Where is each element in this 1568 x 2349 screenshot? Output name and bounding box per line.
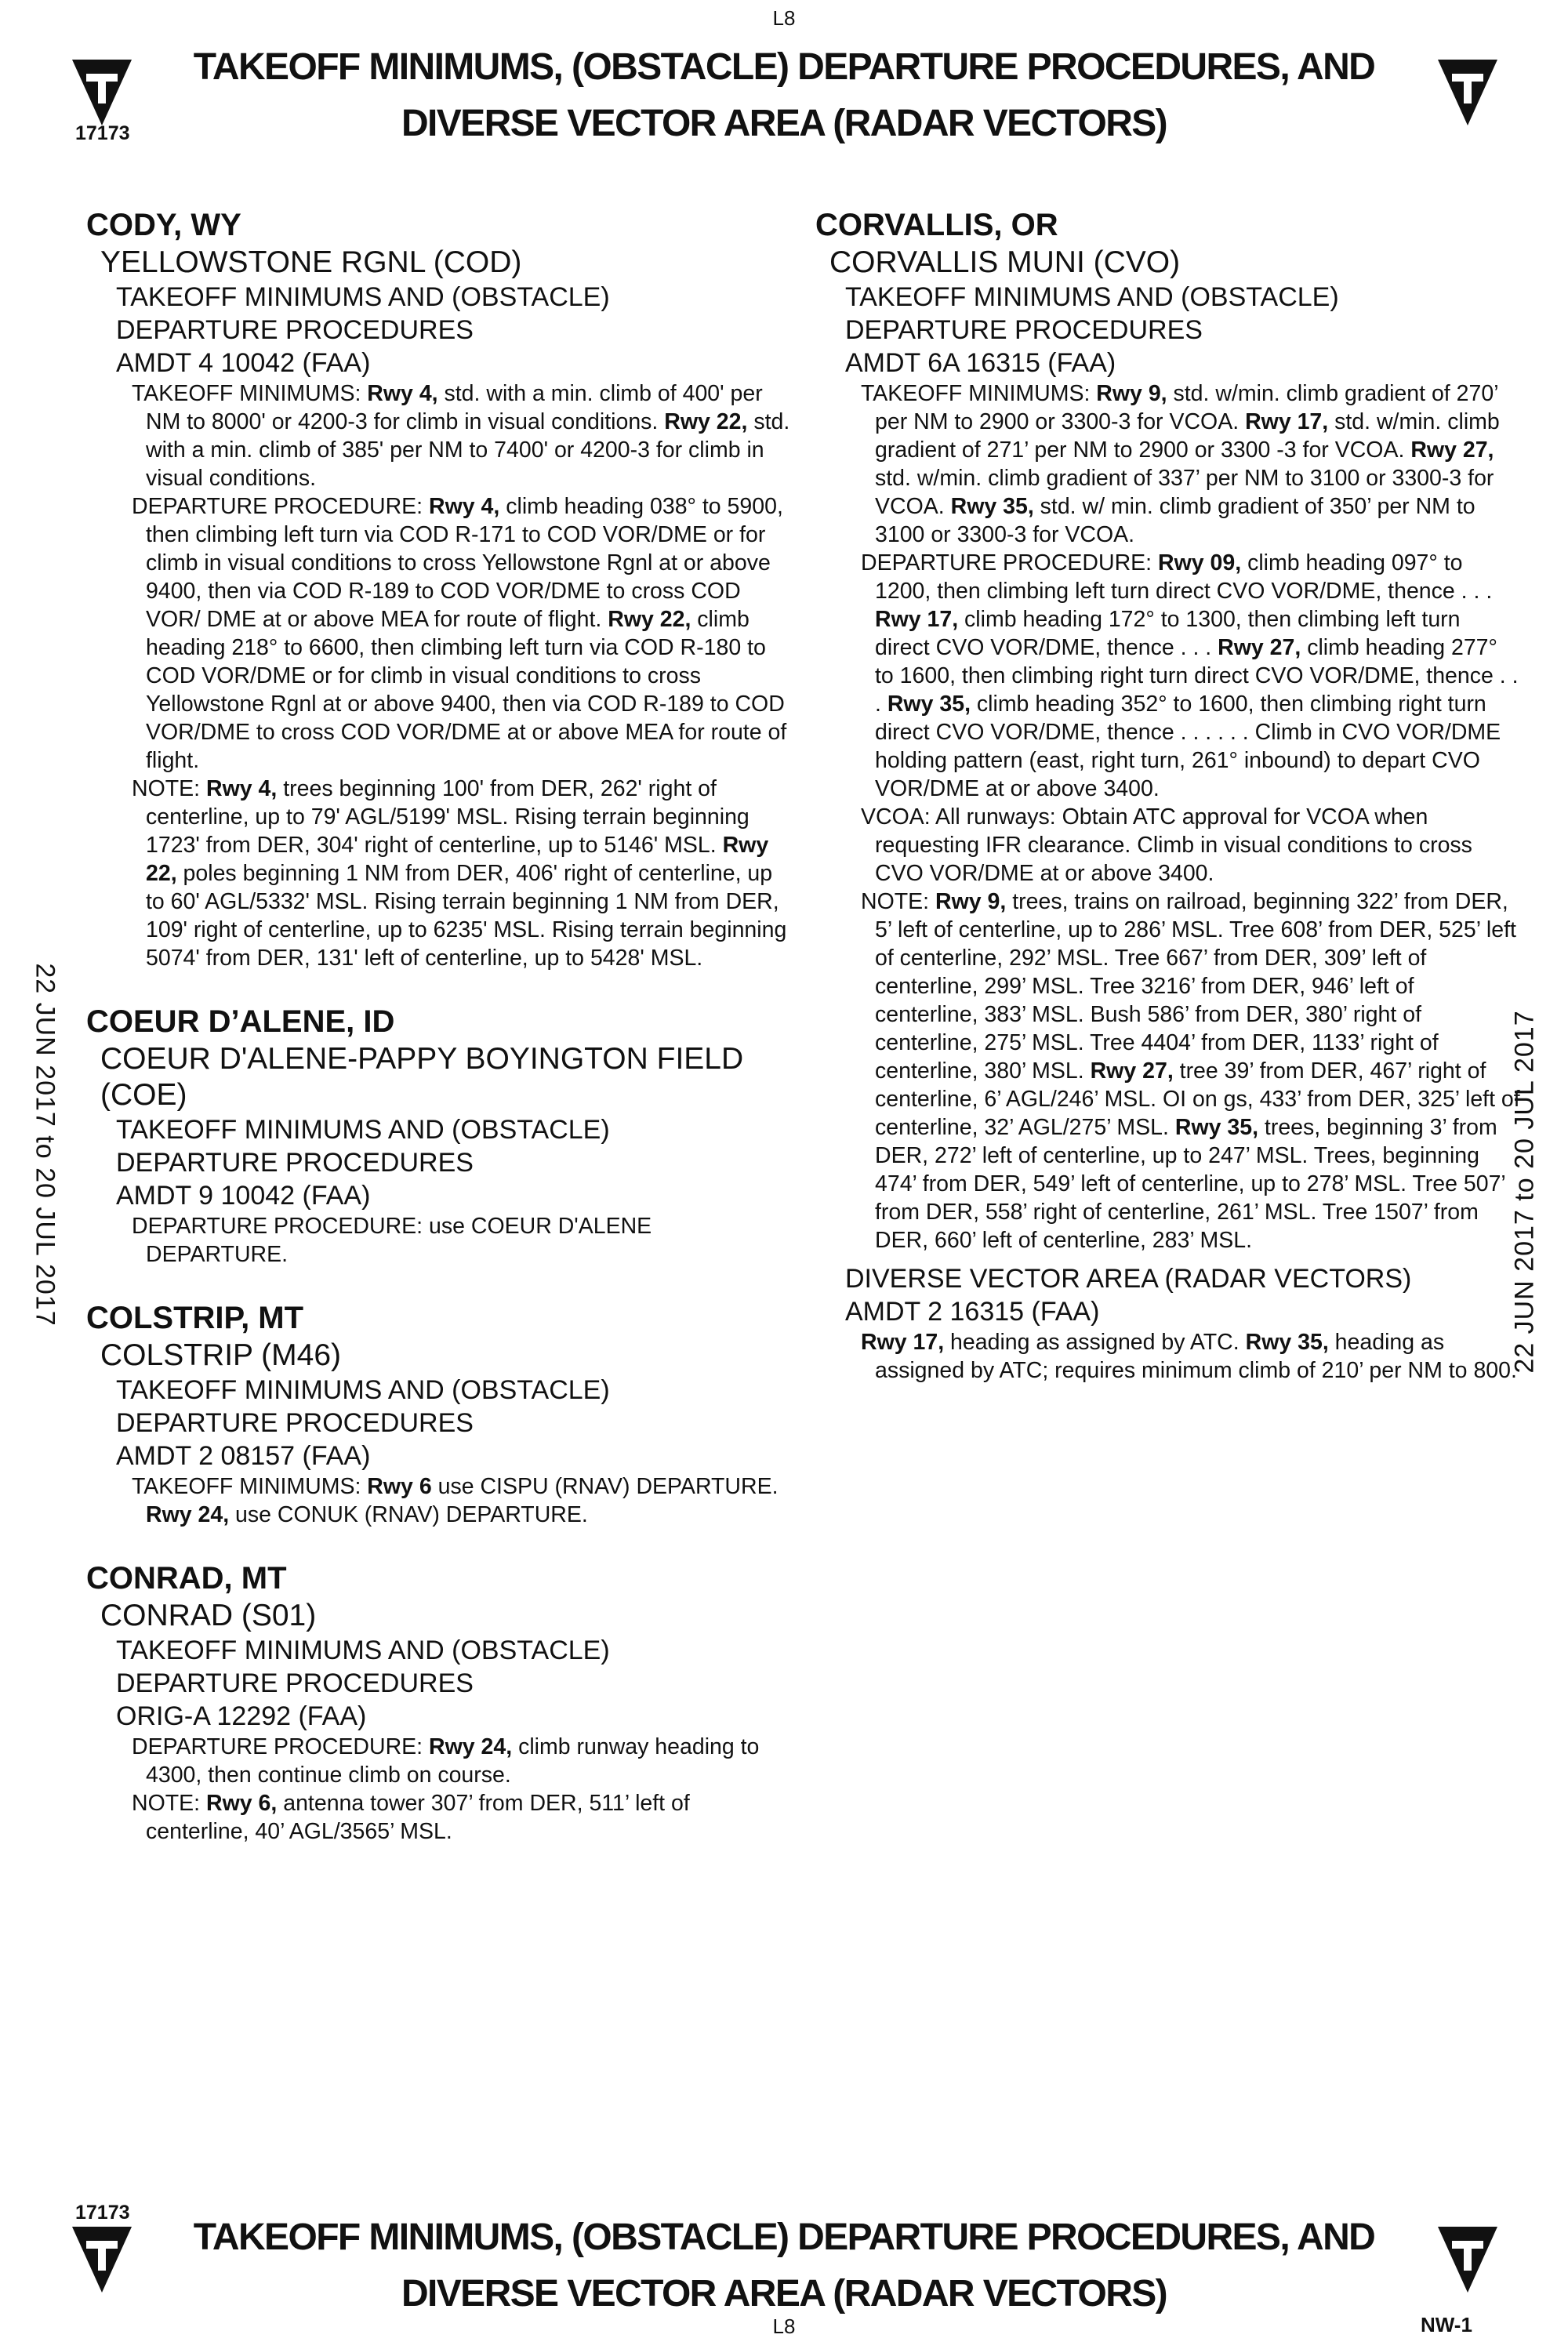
runway-label: Rwy 27, bbox=[1090, 1058, 1174, 1084]
takeoff-triangle-icon bbox=[71, 56, 133, 127]
procedure-text: use CONUK (RNAV) DEPARTURE. bbox=[229, 1502, 588, 1527]
procedure-text: climb heading 097° to 1200, then climbing left turn direct CVO VOR/DME, thence . . . bbox=[875, 550, 1493, 604]
runway-label: Rwy 9, bbox=[935, 889, 1007, 914]
procedure-text: climb heading 038° to 5900, then climbing left turn via COD R-171 to COD VOR/DME or for climb in visual conditions to cross Yellowstone Rgnl at or above 9400, then via COD R-189 to COD VOR/DME to cross COD VOR/ DME at or above MEA for route of flight. bbox=[146, 494, 783, 632]
city-heading: COEUR D’ALENE, ID bbox=[86, 1004, 395, 1039]
section-heading: DIVERSE VECTOR AREA (RADAR VECTORS) bbox=[845, 1264, 1412, 1294]
runway-label: Rwy 22, bbox=[608, 607, 691, 632]
section-heading: TAKEOFF MINIMUMS AND (OBSTACLE) bbox=[116, 1115, 610, 1145]
runway-label: Rwy 27, bbox=[1218, 635, 1301, 660]
procedure-paragraph bbox=[86, 775, 792, 972]
procedure-text: NOTE: bbox=[132, 1791, 207, 1816]
takeoff-triangle-icon bbox=[1436, 56, 1499, 127]
section-heading: TAKEOFF MINIMUMS AND (OBSTACLE) bbox=[116, 282, 610, 312]
title-line-2: DIVERSE VECTOR AREA (RADAR VECTORS) bbox=[401, 103, 1167, 144]
chart-cycle-bottom: 17173 bbox=[75, 2202, 130, 2224]
procedure-text: heading as assigned by ATC. bbox=[944, 1330, 1246, 1355]
runway-label: Rwy 24, bbox=[146, 1502, 230, 1527]
procedure-text: DEPARTURE PROCEDURE: use COEUR D'ALENE DEPARTURE. bbox=[132, 1214, 652, 1267]
city-heading: COLSTRIP, MT bbox=[86, 1301, 304, 1335]
runway-label: Rwy 17, bbox=[875, 607, 959, 632]
section-heading: DEPARTURE PROCEDURES bbox=[116, 1408, 474, 1438]
procedure-paragraph bbox=[86, 1472, 792, 1529]
amendment-line: AMDT 9 10042 (FAA) bbox=[116, 1181, 371, 1211]
runway-label: Rwy 17, bbox=[861, 1330, 945, 1355]
airport-entry bbox=[86, 1559, 792, 1846]
title-line-1: TAKEOFF MINIMUMS, (OBSTACLE) DEPARTURE PROCEDURES, AND bbox=[193, 46, 1375, 88]
right-column bbox=[815, 205, 1521, 1414]
airport-name: CONRAD (S01) bbox=[100, 1599, 317, 1632]
runway-label: Rwy 35, bbox=[1174, 1115, 1258, 1140]
effective-dates-right: 22 JUN 2017 to 20 JUL 2017 bbox=[1509, 1010, 1540, 1374]
region-code: NW-1 bbox=[1421, 2313, 1472, 2336]
procedure-text: std. w/min. climb gradient of 337’ per NM to 3100 or 3300-3 for VCOA. bbox=[875, 466, 1494, 519]
procedure-paragraph bbox=[86, 1212, 792, 1269]
procedure-text: VCOA: All runways: Obtain ATC approval for VCOA when requesting IFR clearance. Climb in visual conditions to cross CVO VOR/DME at or above 3400. bbox=[861, 804, 1472, 886]
page-title-top bbox=[157, 39, 1411, 152]
chart-cycle-top: 17173 bbox=[75, 122, 130, 144]
procedure-text: trees, beginning 3’ from DER, 272’ left of centerline, up to 247’ MSL. Trees, beginning 474’ from DER, 549’ left of centerline, up to 278’ MSL. Tree 507’ from DER, 558’ right of centerline, 261’ MSL. Tree 1507’ from DER, 660’ left of centerline, 283’ MSL. bbox=[875, 1115, 1505, 1253]
procedure-text: TAKEOFF MINIMUMS: bbox=[132, 1474, 368, 1499]
procedure-text: NOTE: bbox=[132, 776, 207, 801]
left-column bbox=[86, 205, 792, 1875]
procedure-text: climb heading 277° to 1600, then climbing right turn direct CVO VOR/DME, thence . . . bbox=[875, 635, 1519, 717]
page-title-bottom bbox=[157, 2209, 1411, 2322]
procedure-text: climb heading 218° to 6600, then climbing left turn via COD R-180 to COD VOR/DME or for climb in visual conditions to cross Yellowstone Rgnl at or above 9400, then via COD R-189 to COD VOR/DME to cross COD VOR/DME at or above MEA for route of flight. bbox=[146, 607, 787, 773]
procedure-text: climb heading 352° to 1600, then climbing right turn direct CVO VOR/DME, thence . . . . . . Climb in CVO VOR/DME holding pattern (east, right turn, 261° inbound) to depart CVO VOR/DME at or above 3400. bbox=[875, 692, 1501, 801]
procedure-text: tree 39’ from DER, 467’ right of centerline, 6’ AGL/246’ MSL. OI on gs, 433’ from DER, 325’ left of centerline, 32’ AGL/275’ MSL. bbox=[875, 1058, 1520, 1140]
page-number-top: L8 bbox=[772, 6, 796, 30]
procedure-text: climb runway heading to 4300, then continue climb on course. bbox=[146, 1734, 760, 1788]
title-line-1: TAKEOFF MINIMUMS, (OBSTACLE) DEPARTURE PROCEDURES, AND bbox=[193, 2216, 1375, 2258]
runway-label: Rwy 22, bbox=[146, 833, 769, 886]
procedure-text: std. w/min. climb gradient of 271’ per NM to 2900 or 3300 -3 for VCOA. bbox=[875, 409, 1500, 463]
procedure-text: TAKEOFF MINIMUMS: bbox=[861, 381, 1097, 406]
section-heading: TAKEOFF MINIMUMS AND (OBSTACLE) bbox=[845, 282, 1339, 312]
procedure-text: DEPARTURE PROCEDURE: bbox=[861, 550, 1159, 575]
procedure-paragraph bbox=[815, 803, 1521, 888]
runway-label: Rwy 6, bbox=[206, 1791, 278, 1816]
procedure-text: use CISPU (RNAV) DEPARTURE. bbox=[431, 1474, 779, 1499]
section-heading: DEPARTURE PROCEDURES bbox=[116, 315, 474, 345]
runway-label: Rwy 35, bbox=[887, 692, 971, 717]
amendment-line: AMDT 2 16315 (FAA) bbox=[845, 1297, 1100, 1327]
procedure-text: poles beginning 1 NM from DER, 406' right of centerline, up to 60' AGL/5332' MSL. Rising terrain beginning 1 NM from DER, 109' right of centerline, up to 6235' MSL. Rising terrain beginning 5074' from DER, 131' left of centerline, up to 5428' MSL. bbox=[146, 861, 787, 971]
procedure-text: DEPARTURE PROCEDURE: bbox=[132, 1734, 430, 1759]
section-heading: TAKEOFF MINIMUMS AND (OBSTACLE) bbox=[116, 1636, 610, 1665]
airport-name: CORVALLIS MUNI (CVO) bbox=[829, 245, 1181, 279]
procedure-text: std. w/ min. climb gradient of 350’ per NM to 3100 or 3300-3 for VCOA. bbox=[875, 494, 1475, 547]
city-heading: CORVALLIS, OR bbox=[815, 208, 1058, 242]
runway-label: Rwy 22, bbox=[664, 409, 748, 434]
procedure-text: std. with a min. climb of 400' per NM to 8000' or 4200-3 for climb in visual conditions. bbox=[146, 381, 763, 434]
airport-entry bbox=[86, 205, 792, 972]
procedure-text: DEPARTURE PROCEDURE: bbox=[132, 494, 430, 519]
procedure-paragraph bbox=[815, 379, 1521, 549]
procedure-paragraph bbox=[86, 1789, 792, 1846]
takeoff-triangle-icon bbox=[71, 2224, 133, 2294]
runway-label: Rwy 4, bbox=[206, 776, 278, 801]
title-line-2: DIVERSE VECTOR AREA (RADAR VECTORS) bbox=[401, 2273, 1167, 2315]
amendment-line: AMDT 2 08157 (FAA) bbox=[116, 1441, 371, 1471]
section-heading: DEPARTURE PROCEDURES bbox=[845, 315, 1203, 345]
runway-label: Rwy 35, bbox=[950, 494, 1034, 519]
section-heading: DEPARTURE PROCEDURES bbox=[116, 1148, 474, 1178]
procedure-text: std. w/min. climb gradient of 270’ per NM to 2900 or 3300-3 for VCOA. bbox=[875, 381, 1498, 434]
runway-label: Rwy 35, bbox=[1245, 1330, 1329, 1355]
runway-label: Rwy 24, bbox=[429, 1734, 513, 1759]
procedure-paragraph bbox=[86, 1733, 792, 1789]
procedure-text: TAKEOFF MINIMUMS: bbox=[132, 381, 368, 406]
city-heading: CONRAD, MT bbox=[86, 1561, 287, 1596]
runway-label: Rwy 4, bbox=[367, 381, 438, 406]
procedure-text: climb heading 172° to 1300, then climbing left turn direct CVO VOR/DME, thence . . . bbox=[875, 607, 1461, 660]
airport-name: COLSTRIP (M46) bbox=[100, 1338, 342, 1372]
airport-name: YELLOWSTONE RGNL (COD) bbox=[100, 245, 522, 279]
amendment-line: AMDT 6A 16315 (FAA) bbox=[845, 348, 1116, 378]
section-heading: DEPARTURE PROCEDURES bbox=[116, 1668, 474, 1698]
procedure-text: trees, trains on railroad, beginning 322’ from DER, 5’ left of centerline, up to 286’ MSL. Tree 608’ from DER, 525’ left of centerline, 292’ MSL. Tree 667’ from DER, 309’ left of centerline, 299’ MSL. Tree 3216’ from DER, 946’ left of centerline, 383’ MSL. Bush 586’ from DER, 380’ right of centerline, 275’ MSL. Tree 4404’ from DER, 1133’ right of centerline, 380’ MSL. bbox=[875, 889, 1516, 1084]
runway-label: Rwy 09, bbox=[1158, 550, 1242, 575]
runway-label: Rwy 4, bbox=[429, 494, 500, 519]
airport-entry bbox=[815, 205, 1521, 1385]
city-heading: CODY, WY bbox=[86, 208, 241, 242]
procedure-paragraph bbox=[86, 379, 792, 492]
airport-entry bbox=[86, 1002, 792, 1269]
procedure-paragraph bbox=[86, 492, 792, 775]
airport-entry bbox=[86, 1298, 792, 1529]
procedure-text: heading as assigned by ATC; requires minimum climb of 210’ per NM to 800. bbox=[875, 1330, 1517, 1383]
procedure-paragraph bbox=[815, 888, 1521, 1254]
takeoff-triangle-icon bbox=[1436, 2224, 1499, 2294]
section-heading: TAKEOFF MINIMUMS AND (OBSTACLE) bbox=[116, 1375, 610, 1405]
procedure-paragraph bbox=[815, 549, 1521, 803]
amendment-line: AMDT 4 10042 (FAA) bbox=[116, 348, 371, 378]
amendment-line: ORIG-A 12292 (FAA) bbox=[116, 1701, 367, 1731]
runway-label: Rwy 17, bbox=[1245, 409, 1329, 434]
procedure-paragraph bbox=[815, 1328, 1521, 1385]
airport-name: COEUR D'ALENE-PAPPY BOYINGTON FIELD (COE) bbox=[100, 1042, 744, 1112]
runway-label: Rwy 27, bbox=[1410, 437, 1494, 463]
page-number-bottom: L8 bbox=[772, 2315, 796, 2338]
runway-label: Rwy 6 bbox=[367, 1474, 432, 1499]
procedure-text: trees beginning 100' from DER, 262' right of centerline, up to 79' AGL/5199' MSL. Rising terrain beginning 1723' from DER, 304' right of centerline, up to 5146' MSL. bbox=[146, 776, 750, 858]
procedure-text: antenna tower 307’ from DER, 511’ left of centerline, 40’ AGL/3565’ MSL. bbox=[146, 1791, 690, 1844]
procedure-text: NOTE: bbox=[861, 889, 936, 914]
effective-dates-left: 22 JUN 2017 to 20 JUL 2017 bbox=[30, 963, 60, 1327]
runway-label: Rwy 9, bbox=[1096, 381, 1167, 406]
diverse-vector-area bbox=[815, 1262, 1521, 1385]
procedure-text: std. with a min. climb of 385' per NM to 7400' or 4200-3 for climb in visual conditions. bbox=[146, 409, 790, 491]
